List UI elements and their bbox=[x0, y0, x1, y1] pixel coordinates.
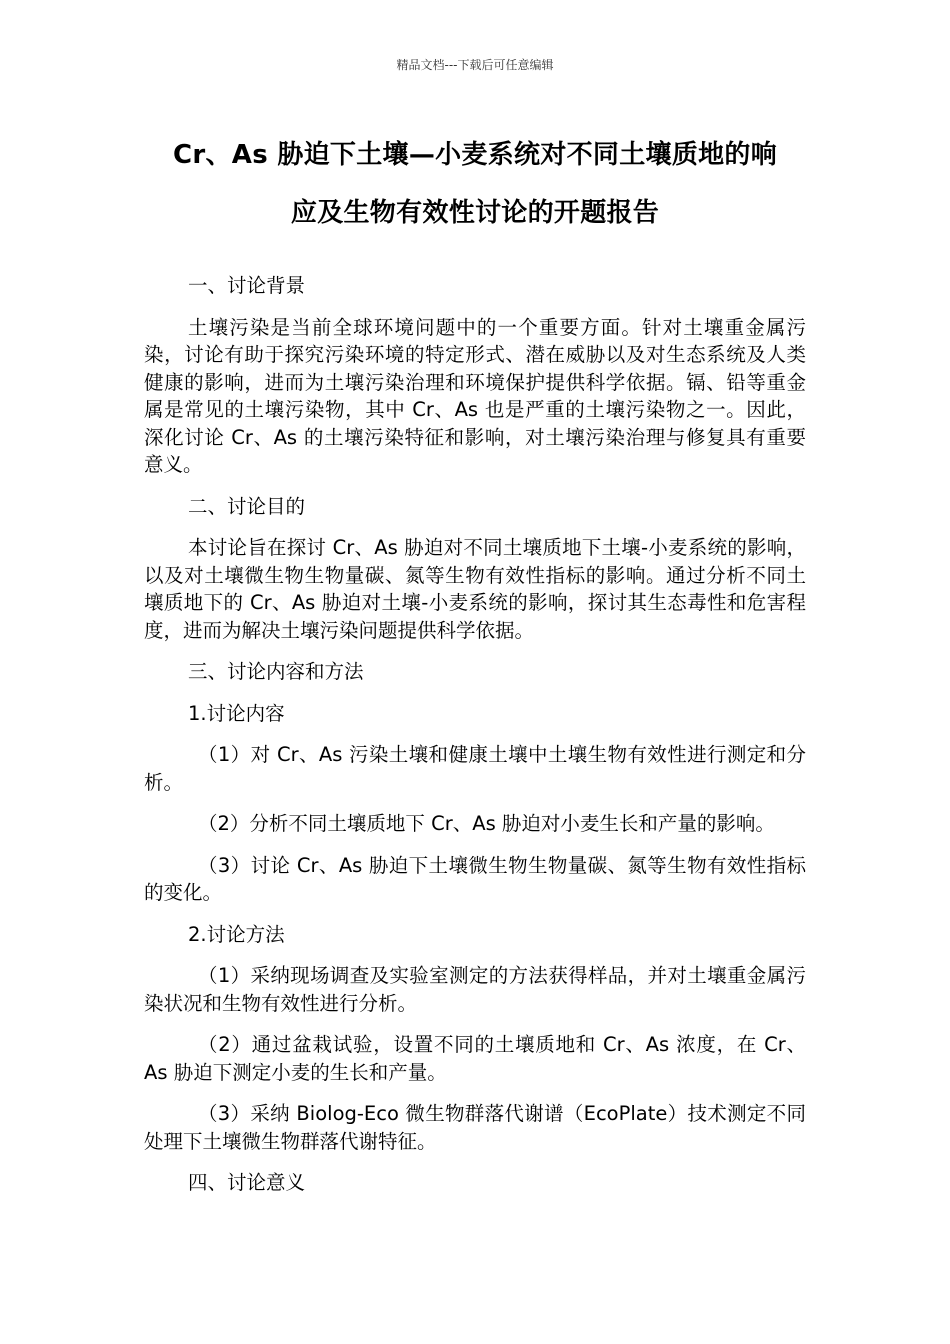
document-title-line-1: Cr、As 胁迫下土壤—小麦系统对不同土壤质地的响 bbox=[172, 140, 778, 170]
header-note: 精品文档---下载后可任意编辑 bbox=[396, 58, 554, 72]
method-item: （2）通过盆栽试验，设置不同的土壤质地和 Cr、As 浓度，在 Cr、As 胁迫下测定小麦的生长和产量。 bbox=[144, 1033, 806, 1084]
section-heading-significance: 四、讨论意义 bbox=[188, 1171, 306, 1194]
section-heading-content-method: 三、讨论内容和方法 bbox=[188, 660, 364, 683]
document-title-line-2: 应及生物有效性讨论的开题报告 bbox=[290, 198, 660, 228]
content-item: （2）分析不同土壤质地下 Cr、As 胁迫对小麦生长和产量的影响。 bbox=[198, 812, 775, 835]
subheading-content: 1.讨论内容 bbox=[188, 701, 285, 725]
subheading-method: 2.讨论方法 bbox=[188, 922, 285, 946]
method-item: （1）采纳现场调查及实验室测定的方法获得样品，并对土壤重金属污染状况和生物有效性进行分析。 bbox=[144, 964, 806, 1015]
method-item: （3）采纳 Biolog-Eco 微生物群落代谢谱（EcoPlate）技术测定不同处理下土壤微生物群落代谢特征。 bbox=[144, 1102, 806, 1153]
document-body bbox=[144, 272, 806, 1211]
paragraph-background: 土壤污染是当前全球环境问题中的一个重要方面。针对土壤重金属污染，讨论有助于探究污染环境的特定形式、潜在威胁以及对生态系统及人类健康的影响，进而为土壤污染治理和环境保护提供科学依据。镉、铅等重金属是常见的土壤污染物，其中 Cr、As 也是严重的土壤污染物之一。因此，深化讨论 Cr、As 的土壤污染特征和影响，对土壤污染治理与修复具有重要意义。 bbox=[144, 315, 806, 476]
content-item: （1）对 Cr、As 污染土壤和健康土壤中土壤生物有效性进行测定和分析。 bbox=[144, 743, 806, 794]
section-heading-purpose: 二、讨论目的 bbox=[188, 494, 306, 518]
content-item: （3）讨论 Cr、As 胁迫下土壤微生物生物量碳、氮等生物有效性指标的变化。 bbox=[144, 853, 806, 904]
paragraph-purpose: 本讨论旨在探讨 Cr、As 胁迫对不同土壤质地下土壤-小麦系统的影响，以及对土壤微生物生物量碳、氮等生物有效性指标的影响。通过分析不同土壤质地下的 Cr、As 胁迫对土壤-小麦系统的影响，探讨其生态毒性和危害程度，进而为解决土壤污染问题提供科学依据。 bbox=[144, 536, 806, 642]
section-heading-background: 一、讨论背景 bbox=[188, 274, 306, 297]
